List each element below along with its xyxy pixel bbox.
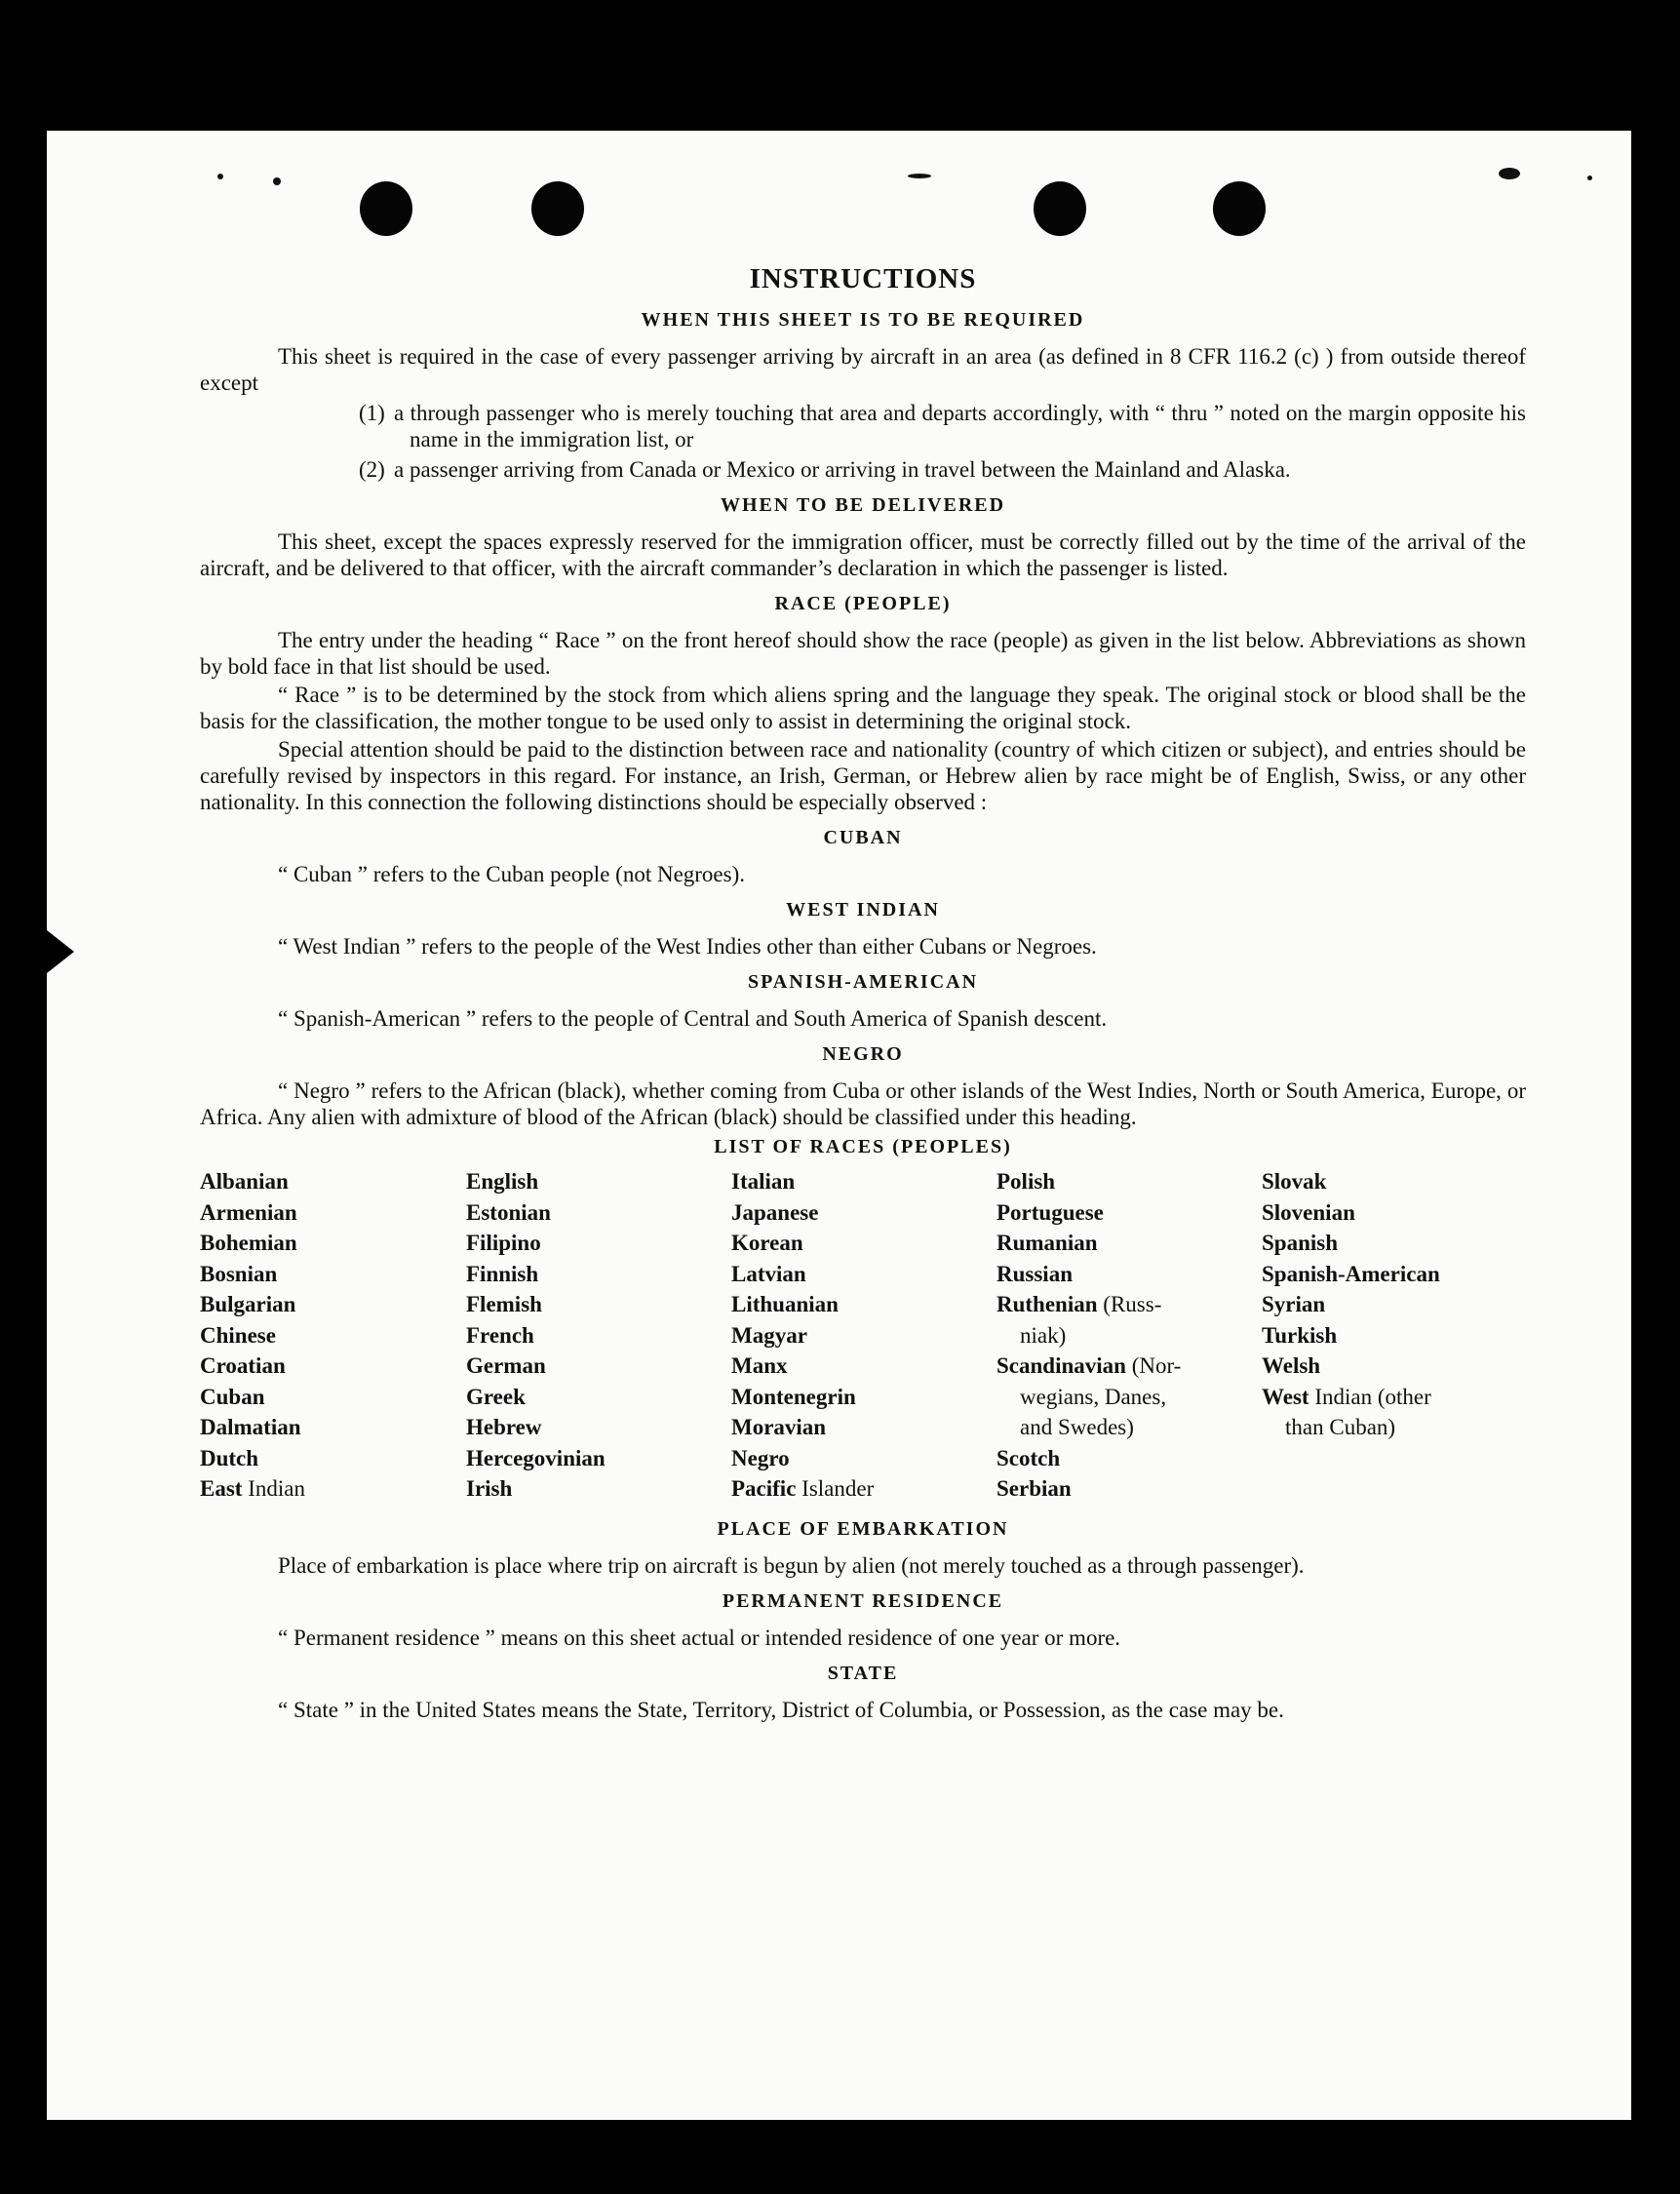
paragraph: This sheet, except the spaces expressly reserved for the immigration officer, must be correctly filled out by the time of the arrival of the aircraft, and be delivered to that officer, with the aircraft commander’s declaration in which the passenger is listed.: [200, 529, 1526, 580]
section-heading: CUBAN: [823, 827, 903, 848]
paragraph: The entry under the heading “ Race ” on the front hereof should show the race (people) as given in the list below. Abbreviations as shown by bold face in that list should be used.: [200, 628, 1526, 679]
race-item: Magyar: [731, 1322, 807, 1348]
race-item: Montenegrin: [731, 1384, 856, 1409]
races-column: [731, 1166, 996, 1505]
speck: [908, 174, 931, 178]
item-number: (1): [359, 401, 385, 425]
paragraph: Special attention should be paid to the distinction between race and nationality (country of which citizen or subject), and entries should be carefully revised by inspectors in this regard. For instance, an Irish, German, or Hebrew alien by race might be of English, Swiss, or any other nationality. In this connection the following distinctions should be especially observed :: [200, 737, 1526, 814]
section-heading: LIST OF RACES (PEOPLES): [714, 1136, 1012, 1157]
race-item: German: [466, 1353, 546, 1378]
race-item: Scandinavian (Nor-: [996, 1353, 1182, 1378]
race-item: Bohemian: [200, 1231, 297, 1255]
paragraph: “ Negro ” refers to the African (black), whether coming from Cuba or other islands of the West Indies, North or South America, Europe, or Africa. Any alien with admixture of blood of the African (black) should be classified under this heading.: [200, 1078, 1526, 1129]
race-item: Flemish: [466, 1292, 542, 1316]
race-item: Slovenian: [1262, 1199, 1355, 1225]
section-heading: WHEN THIS SHEET IS TO BE REQUIRED: [641, 309, 1085, 331]
punch-hole: [531, 181, 584, 236]
race-item: Finnish: [466, 1261, 539, 1286]
race-item: wegians, Danes,: [1020, 1384, 1167, 1409]
race-item: Welsh: [1262, 1353, 1321, 1378]
item-number: (2): [359, 457, 385, 482]
section-heading: WEST INDIAN: [786, 899, 940, 921]
page-title: INSTRUCTIONS: [749, 263, 977, 294]
race-item: Moravian: [731, 1415, 827, 1439]
race-item: and Swedes): [1020, 1415, 1134, 1439]
page-notch: [47, 930, 74, 973]
document-page: [47, 131, 1631, 2120]
race-item: Croatian: [200, 1353, 286, 1378]
item-text: a passenger arriving from Canada or Mexico or arriving in travel between the Mainland and Alaska.: [394, 457, 1291, 482]
race-item: Estonian: [466, 1199, 551, 1225]
race-item: Russian: [996, 1261, 1073, 1286]
race-item: Rumanian: [996, 1231, 1098, 1255]
race-item: Chinese: [200, 1322, 276, 1348]
race-item: Syrian: [1262, 1292, 1326, 1316]
list-item: [200, 456, 1526, 483]
race-item: Scotch: [996, 1445, 1061, 1470]
race-item: Negro: [731, 1445, 790, 1470]
race-item: Hebrew: [466, 1415, 542, 1439]
race-item: niak): [1020, 1322, 1067, 1348]
race-item: Albanian: [200, 1169, 289, 1194]
speck: [217, 174, 223, 179]
speck: [1587, 176, 1592, 180]
race-item: Dalmatian: [200, 1415, 301, 1439]
item-text: a through passenger who is merely touching that area and departs accordingly, with “ thru ” noted on the margin opposite his name in the immigration list, or: [394, 401, 1526, 451]
race-item: East Indian: [200, 1476, 305, 1501]
races-column: [996, 1166, 1262, 1505]
speck: [273, 177, 281, 185]
section-heading: SPANISH-AMERICAN: [747, 971, 979, 993]
race-item: Polish: [996, 1169, 1056, 1194]
race-item: Filipino: [466, 1231, 541, 1255]
race-item: Italian: [731, 1169, 796, 1194]
races-column: [1262, 1166, 1526, 1505]
race-item: Slovak: [1262, 1169, 1327, 1194]
section-heading: NEGRO: [822, 1043, 904, 1065]
race-item: Spanish-American: [1262, 1261, 1440, 1286]
punch-hole: [360, 181, 412, 236]
section-heading: RACE (PEOPLE): [774, 593, 952, 614]
section-heading: PLACE OF EMBARKATION: [717, 1517, 1009, 1540]
race-item: Pacific Islander: [731, 1476, 875, 1501]
paragraph: Place of embarkation is place where trip on aircraft is begun by alien (not merely touched as a through passenger).: [278, 1552, 1305, 1578]
race-item: Cuban: [200, 1384, 265, 1409]
paragraph: “ Race ” is to be determined by the stock from which aliens spring and the language they speak. The original stock or blood shall be the basis for the classification, the mother tongue to be used only to assist in determining the original stock.: [200, 683, 1526, 733]
race-item: Greek: [466, 1384, 526, 1409]
race-item: West Indian (other: [1262, 1384, 1431, 1409]
race-item: Manx: [731, 1353, 788, 1378]
race-item: than Cuban): [1285, 1415, 1396, 1439]
race-item: Portuguese: [996, 1199, 1104, 1225]
race-item: French: [466, 1322, 534, 1348]
section-heading: STATE: [827, 1662, 899, 1684]
speck: [1499, 168, 1520, 179]
race-item: Irish: [466, 1476, 513, 1501]
paragraph: “ West Indian ” refers to the people of the West Indies other than either Cubans or Negroes.: [278, 934, 1097, 959]
race-item: Bulgarian: [200, 1292, 296, 1316]
race-item: Ruthenian (Russ-: [996, 1292, 1162, 1316]
list-item: [200, 400, 1526, 452]
race-item: Hercegovinian: [466, 1445, 606, 1470]
race-item: Japanese: [731, 1199, 819, 1225]
race-item: Armenian: [200, 1199, 297, 1225]
paragraph: This sheet is required in the case of every passenger arriving by aircraft in an area (as defined in 8 CFR 116.2 (c) ) from outside thereof except: [200, 344, 1526, 395]
punch-hole: [1213, 181, 1266, 236]
race-item: Latvian: [731, 1261, 806, 1286]
paragraph: “ Cuban ” refers to the Cuban people (not Negroes).: [278, 862, 746, 886]
race-item: Korean: [731, 1231, 803, 1255]
race-item: Bosnian: [200, 1261, 278, 1286]
section-heading: PERMANENT RESIDENCE: [722, 1589, 1004, 1612]
race-item: Lithuanian: [731, 1292, 839, 1316]
punch-hole: [1034, 181, 1086, 236]
race-item: Dutch: [200, 1445, 259, 1470]
race-item: Serbian: [996, 1476, 1072, 1501]
races-column: [200, 1166, 466, 1505]
race-item: Spanish: [1262, 1231, 1339, 1255]
section-heading: WHEN TO BE DELIVERED: [720, 494, 1006, 516]
paragraph: “ Permanent residence ” means on this sheet actual or intended residence of one year or more.: [278, 1625, 1121, 1650]
races-column: [466, 1166, 731, 1505]
race-item: English: [466, 1169, 539, 1194]
paragraph: “ State ” in the United States means the State, Territory, District of Columbia, or Possession, as the case may be.: [278, 1697, 1284, 1722]
paragraph: “ Spanish-American ” refers to the people of Central and South America of Spanish descent.: [278, 1006, 1108, 1031]
races-list: [200, 1166, 1526, 1505]
instructions-body: [200, 263, 1526, 1725]
race-item: Turkish: [1262, 1322, 1338, 1348]
